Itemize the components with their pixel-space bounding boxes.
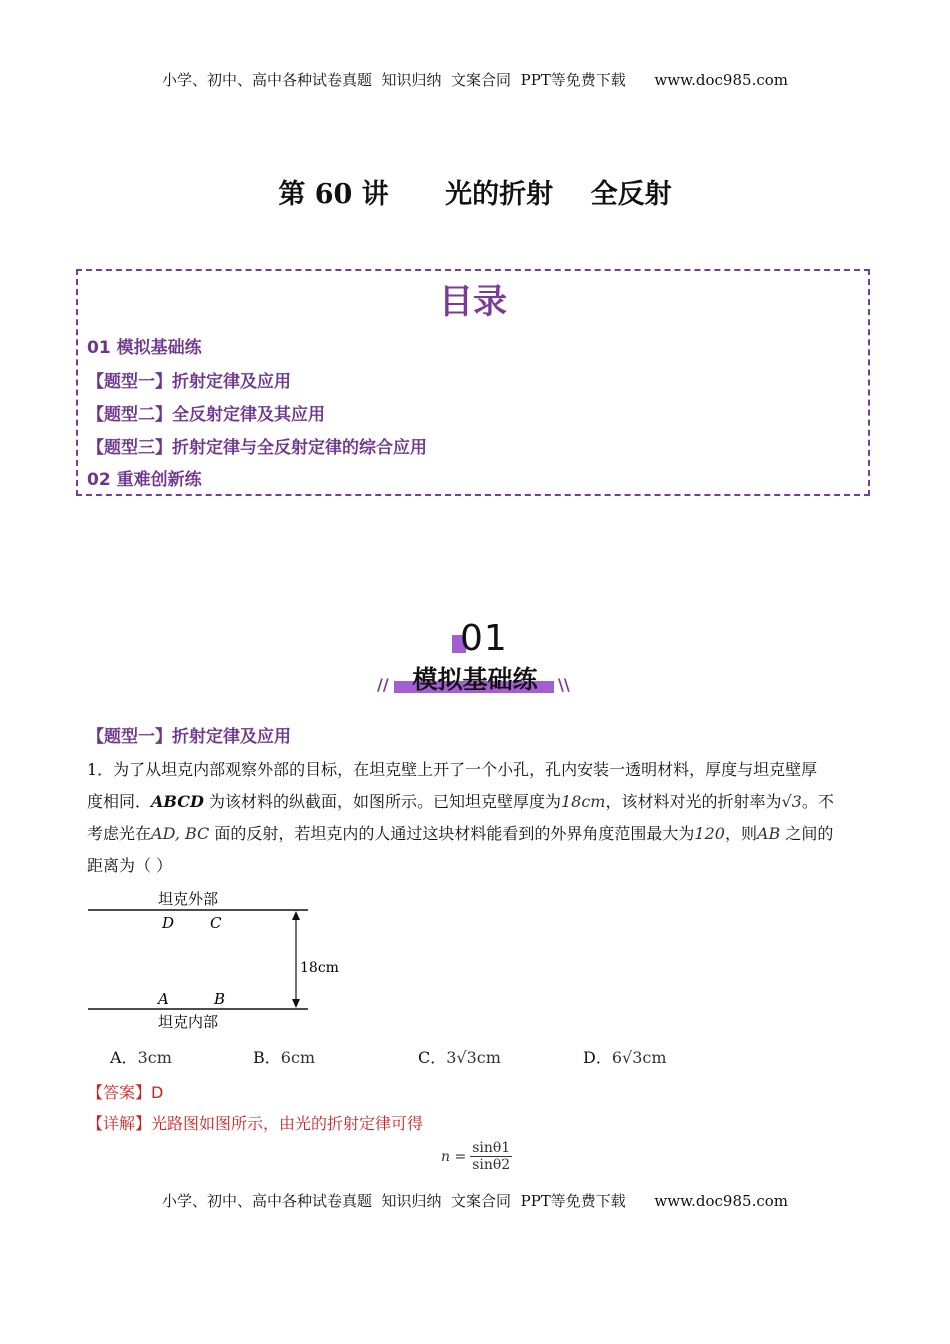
- toc-heading: 目录: [439, 282, 507, 322]
- section-slash-right: \\: [558, 675, 570, 694]
- question-type-heading: 【题型一】折射定律及应用: [87, 727, 291, 747]
- toc-item-type-1[interactable]: 【题型一】折射定律及应用: [87, 372, 291, 392]
- point-c-label: C: [210, 914, 222, 932]
- answer-line: 【答案】D: [87, 1083, 164, 1102]
- toc-item-section-01[interactable]: 01 模拟基础练: [87, 338, 202, 358]
- thickness-arrow-bottom: [292, 999, 300, 1008]
- thickness-arrow-top: [292, 911, 300, 920]
- section-title: 模拟基础练: [412, 665, 538, 694]
- explanation-line: 【详解】光路图如图所示，由光的折射定律可得: [87, 1114, 424, 1133]
- inside-label: 坦克内部: [158, 1013, 219, 1031]
- page-header: 小学、初中、高中各种试卷真题 知识归纳 文案合同 PPT等免费下载 www.doc985.com: [161, 71, 788, 89]
- option-d[interactable]: D．6√3cm: [583, 1048, 667, 1067]
- question-line-1: 1．为了从坦克内部观察外部的目标，在坦克壁上开了一个小孔，孔内安装一透明材料，厚度与坦克壁厚: [87, 760, 818, 779]
- page-title: 第 60 讲 光的折射 全反射: [278, 179, 672, 210]
- thickness-label: 18cm: [300, 960, 339, 976]
- option-b[interactable]: B．6cm: [253, 1048, 316, 1067]
- point-d-label: D: [162, 914, 175, 932]
- page-footer: 小学、初中、高中各种试卷真题 知识归纳 文案合同 PPT等免费下载 www.doc985.com: [161, 1192, 788, 1210]
- question-line-4: 距离为（ ）: [87, 856, 173, 875]
- question-line-2: 度相同．ABCD 为该材料的纵截面，如图所示。已知坦克壁厚度为18cm，该材料对光的折射率为√3。不: [87, 792, 834, 811]
- tank-wall-diagram: [86, 884, 356, 1034]
- option-a[interactable]: A．3cm: [110, 1048, 172, 1067]
- formula-numerator: sinθ1: [472, 1140, 511, 1156]
- formula-lhs: n =: [441, 1148, 467, 1165]
- question-line-3: 考虑光在AD, BC 面的反射，若坦克内的人通过这块材料能看到的外界角度范围最大为120，则AB 之间的: [87, 824, 834, 843]
- toc-item-type-3[interactable]: 【题型三】折射定律与全反射定律的综合应用: [87, 438, 427, 458]
- question-text: [87, 754, 867, 882]
- point-a-label: A: [158, 990, 169, 1008]
- option-c[interactable]: C．3√3cm: [418, 1048, 501, 1067]
- refraction-formula: [440, 1140, 512, 1173]
- section-slash-left: //: [377, 675, 389, 694]
- toc-item-type-2[interactable]: 【题型二】全反射定律及其应用: [87, 405, 325, 425]
- point-b-label: B: [214, 990, 226, 1008]
- toc-item-section-02[interactable]: 02 重难创新练: [87, 470, 202, 490]
- outside-label: 坦克外部: [158, 890, 219, 908]
- section-number: 01: [460, 618, 508, 659]
- formula-denominator: sinθ2: [472, 1157, 511, 1173]
